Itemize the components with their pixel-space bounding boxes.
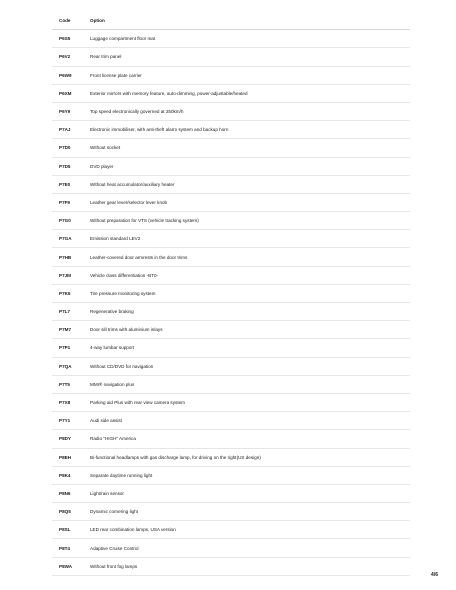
option-description: MMI® navigation plus xyxy=(90,381,135,387)
option-description: Electronic immobiliser, with anti-theft alarm system and backup horn xyxy=(90,127,229,133)
table-row xyxy=(52,521,410,539)
table-row xyxy=(52,321,410,339)
option-description: Bi-functional headlamps with gas discharge lamp, for driving on the right(US design) xyxy=(90,454,261,460)
table-row xyxy=(52,394,410,412)
option-code: P7Y1 xyxy=(59,418,71,424)
table-row xyxy=(52,358,410,376)
option-description: Regenerative braking xyxy=(90,309,134,315)
table-row xyxy=(52,230,410,248)
option-code: P7AJ xyxy=(59,127,71,133)
table-row xyxy=(52,212,410,230)
option-description: Top speed electronically governed at 250km/h xyxy=(90,109,184,115)
option-description: Without socket xyxy=(90,145,121,151)
option-code: P7P1 xyxy=(59,345,71,351)
table-row xyxy=(52,121,410,139)
option-code: P8WA xyxy=(59,563,73,569)
option-code: P8EH xyxy=(59,454,72,460)
table-row xyxy=(52,103,410,121)
option-description: Without heat accumulator/auxiliary heater xyxy=(90,181,175,187)
option-description: Parking aid Plus with rear view camera system xyxy=(90,400,185,406)
option-code: P7JM xyxy=(59,272,72,278)
option-code: P7E0 xyxy=(59,181,71,187)
option-code: P6Y9 xyxy=(59,109,71,115)
table-row xyxy=(52,176,410,194)
table-row xyxy=(52,412,410,430)
table-row xyxy=(52,376,410,394)
option-code: P6XM xyxy=(59,90,72,96)
option-code: P7G0 xyxy=(59,218,71,224)
table-row xyxy=(52,194,410,212)
option-description: DVD player xyxy=(90,163,114,169)
option-description: Leather gear lever/selector lever knob xyxy=(90,199,168,205)
table-row xyxy=(52,85,410,103)
option-code: P7K6 xyxy=(59,290,71,296)
table-header-row xyxy=(52,12,410,30)
option-description: Rear trim panel xyxy=(90,54,122,60)
table-row xyxy=(52,48,410,66)
option-code: P8Q5 xyxy=(59,509,71,515)
table-row xyxy=(52,267,410,285)
option-code: P7M7 xyxy=(59,327,72,333)
table-row xyxy=(52,467,410,485)
option-code: P7F9 xyxy=(59,199,70,205)
option-description: Vehicle class differentiation -BT0- xyxy=(90,272,159,278)
option-description: Without preparation for VTS (vehicle tracking system) xyxy=(90,218,199,224)
table-row xyxy=(52,30,410,48)
option-code: P8K4 xyxy=(59,472,71,478)
table-row xyxy=(52,139,410,157)
table-row xyxy=(52,339,410,357)
option-description: Tire pressure monitoring system xyxy=(90,290,156,296)
table-row xyxy=(52,248,410,266)
option-code: P7D0 xyxy=(59,145,71,151)
option-description: Exterior mirrors with memory feature, auto-dimming, power-adjustable/heated xyxy=(90,90,248,96)
option-code: P7HB xyxy=(59,254,72,260)
option-description: Leather-covered door armrests in the door trims xyxy=(90,254,188,260)
option-code: P8N6 xyxy=(59,490,71,496)
table-row xyxy=(52,67,410,85)
option-code: P8T4 xyxy=(59,545,70,551)
option-description: Light/rain sensor xyxy=(90,490,124,496)
option-description: 4-way lumbar support xyxy=(90,345,135,351)
table-row xyxy=(52,503,410,521)
page-number: 4/6 xyxy=(431,572,438,578)
option-code: P6W9 xyxy=(59,72,72,78)
header-option: Option xyxy=(90,18,105,24)
option-description: Front license plate carrier xyxy=(90,72,142,78)
header-code: Code xyxy=(59,18,71,24)
option-code: P7X8 xyxy=(59,400,71,406)
option-description: Separate daytime running light xyxy=(90,472,153,478)
option-code: P7D5 xyxy=(59,163,71,169)
option-code: P7L7 xyxy=(59,309,70,315)
option-code: P8DY xyxy=(59,436,72,442)
option-description: Without CD/DVD for navigation xyxy=(90,363,154,369)
option-code: P8SL xyxy=(59,527,71,533)
table-row xyxy=(52,158,410,176)
table-row xyxy=(52,558,410,576)
option-description: Door sill trims with aluminium inlays xyxy=(90,327,163,333)
option-code: P7T5 xyxy=(59,381,70,387)
option-description: LED rear combination lamps, USA version xyxy=(90,527,176,533)
option-code: P6V2 xyxy=(59,54,71,60)
option-description: Audi side assist xyxy=(90,418,122,424)
table-row xyxy=(52,430,410,448)
option-description: Radio "HIGH" America xyxy=(90,436,136,442)
table-row xyxy=(52,449,410,467)
table-body xyxy=(52,30,410,576)
table-row xyxy=(52,485,410,503)
table-row xyxy=(52,285,410,303)
option-description: Without front fog lamps xyxy=(90,563,138,569)
options-table xyxy=(52,12,410,576)
option-description: Dynamic cornering light xyxy=(90,509,138,515)
option-code: P7GA xyxy=(59,236,72,242)
option-description: Adaptive Cruise Control xyxy=(90,545,139,551)
option-code: P6S5 xyxy=(59,36,71,42)
option-code: P7QA xyxy=(59,363,72,369)
table-row xyxy=(52,539,410,557)
option-description: Luggage compartment floor mat xyxy=(90,36,156,42)
table-row xyxy=(52,303,410,321)
option-description: Emission standard LEV2 xyxy=(90,236,141,242)
